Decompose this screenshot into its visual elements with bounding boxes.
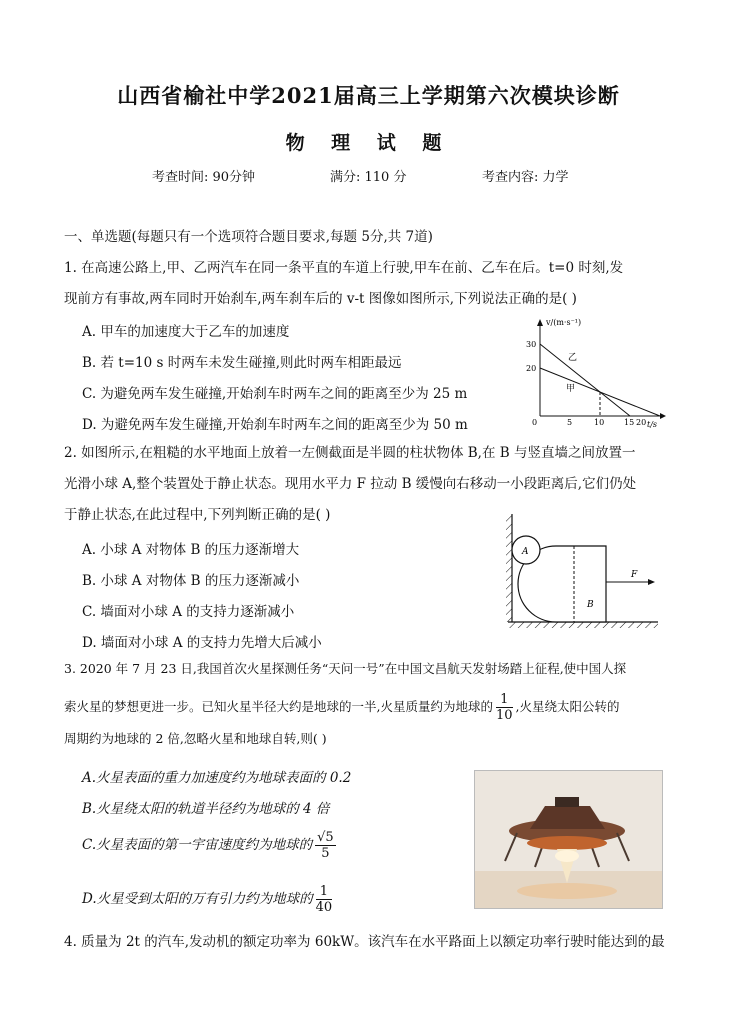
q3-stem-line2b: ,火星绕太阳公转的	[515, 699, 620, 714]
exam-score: 满分: 110 分	[330, 170, 407, 185]
label-yi: 乙	[568, 353, 578, 363]
x-tick-10: 10	[594, 418, 605, 427]
q2-option-d: D. 墙面对小球 A 的支持力先增大后减小	[82, 635, 322, 651]
q2-option-c: C. 墙面对小球 A 的支持力逐渐减小	[82, 604, 295, 620]
q3-option-b: B.火星绕太阳的轨道半径约为地球的 4 倍	[82, 801, 330, 817]
q1-option-a: A. 甲车的加速度大于乙车的加速度	[82, 324, 290, 340]
q3-stem-line3: 周期约为地球的 2 倍,忽略火星和地球自转,则( )	[64, 731, 327, 746]
q1-option-b: B. 若 t=10 s 时两车未发生碰撞,则此时两车相距最远	[82, 355, 402, 371]
q2-option-b: B. 小球 A 对物体 B 的压力逐渐减小	[82, 573, 300, 589]
q3-option-a: A.火星表面的重力加速度约为地球表面的 0.2	[82, 770, 352, 786]
q4-stem-line1: 4. 质量为 2t 的汽车,发动机的额定功率为 60kW。该汽车在水平路面上以额定功率行驶时能达到的最	[64, 934, 665, 950]
x-tick-20: 20	[636, 418, 647, 427]
q1-vt-graph	[510, 312, 670, 430]
exam-title: 山西省榆社中学2021届高三上学期第六次模块诊断	[117, 83, 620, 108]
label-a: A	[522, 547, 529, 557]
label-f: F	[631, 570, 638, 580]
ground-hatch	[508, 622, 658, 628]
label-jia: 甲	[566, 384, 576, 394]
y-axis-label: v/(m·s⁻¹)	[546, 318, 582, 327]
q1-option-d: D. 为避免两车发生碰撞,开始刹车时两车之间的距离至少为 50 m	[82, 417, 468, 433]
x-tick-15: 15	[624, 418, 635, 427]
exam-subtitle: 物 理 试 题	[285, 132, 452, 154]
line-yi	[540, 344, 630, 416]
x-tick-5: 5	[567, 418, 573, 427]
x-axis-label: t/s	[647, 420, 658, 429]
exam-time: 考查时间: 90分钟	[152, 170, 256, 185]
q1-stem-line2: 现前方有事故,两车同时开始刹车,两车刹车后的 v-t 图像如图所示,下列说法正确的是( )	[64, 291, 577, 307]
lander-illustration	[475, 771, 662, 908]
q2-option-a: A. 小球 A 对物体 B 的压力逐渐增大	[82, 542, 300, 558]
q2-stem-line1: 2. 如图所示,在粗糙的水平地面上放着一左侧截面是半圆的柱状物体 B,在 B 与竖直墙之间放置一	[64, 445, 636, 461]
q2-wall-ball-figure	[500, 510, 665, 632]
mars-lander-photo	[474, 770, 663, 909]
exam-content: 考查内容: 力学	[482, 170, 569, 185]
y-tick-30: 30	[526, 340, 537, 349]
wall-hatch	[506, 514, 512, 622]
q3-option-d: D.火星受到太阳的万有引力约为地球的 $\frac{1}{40}$	[82, 884, 333, 915]
q1-option-c: C. 为避免两车发生碰撞,开始刹车时两车之间的距离至少为 25 m	[82, 386, 468, 402]
q2-stem-line2: 光滑小球 A,整个装置处于静止状态。现用水平力 F 拉动 B 缓慢向右移动一小段距离后,它们仍处	[64, 476, 637, 492]
section-heading: 一、单选题(每题只有一个选项符合题目要求,每题 5分,共 7道)	[64, 229, 433, 245]
q3-stem-line2a: 索火星的梦想更进一步。已知火星半径大约是地球的一半,火星质量约为地球的	[64, 699, 493, 714]
y-tick-20: 20	[526, 364, 537, 373]
q3-option-c: C.火星表面的第一宇宙速度约为地球的 $\frac{√5}{5}$	[82, 830, 334, 861]
q3-stem-line1: 3. 2020 年 7 月 23 日,我国首次火星探测任务“天问一号”在中国文昌航天发射场踏上征程,使中国人探	[64, 661, 627, 676]
q1-stem-line1: 1. 在高速公路上,甲、乙两汽车在同一条平直的车道上行驶,甲车在前、乙车在后。t=0 时刻,发	[64, 260, 624, 276]
q3-stem-line2	[64, 692, 620, 723]
q2-stem-line3: 于静止状态,在此过程中,下列判断正确的是( )	[64, 507, 331, 523]
y-tick-0: 0	[532, 418, 538, 427]
label-b: B	[587, 600, 594, 610]
q3-mass-fraction: $\frac{1}{10}$	[495, 692, 513, 723]
